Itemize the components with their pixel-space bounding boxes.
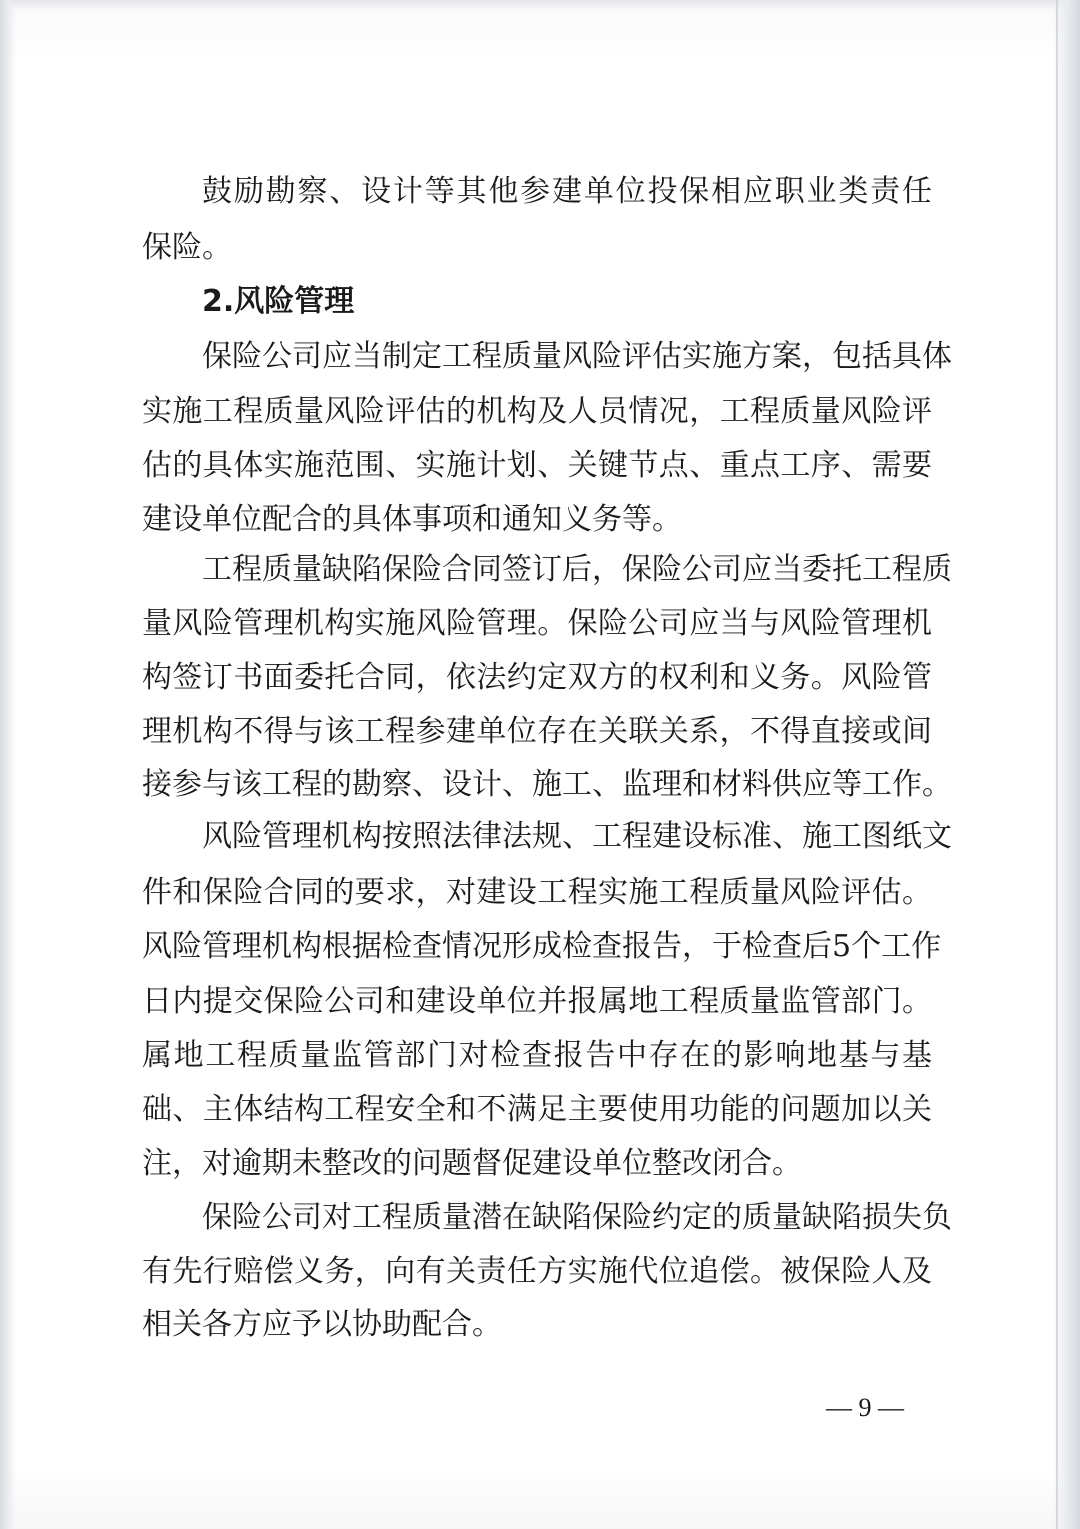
paragraph-4-line-2: 件和保险合同的要求，对建设工程实施工程质量风险评估。 xyxy=(142,875,932,910)
paragraph-3-line-1: 工程质量缺陷保险合同签订后，保险公司应当委托工程质 xyxy=(202,552,952,587)
paragraph-4-line-7: 注，对逾期未整改的问题督促建设单位整改闭合。 xyxy=(142,1146,802,1181)
paragraph-2-line-3: 估的具体实施范围、实施计划、关键节点、重点工序、需要 xyxy=(142,448,932,483)
page-number: — 9 — xyxy=(826,1393,904,1422)
paragraph-1-line-1: 鼓励勘察、设计等其他参建单位投保相应职业类责任 xyxy=(202,174,932,209)
paragraph-5-line-3: 相关各方应予以协助配合。 xyxy=(142,1307,502,1342)
paragraph-2-line-2: 实施工程质量风险评估的机构及人员情况，工程质量风险评 xyxy=(142,394,932,429)
paragraph-3-line-3: 构签订书面委托合同，依法约定双方的权利和义务。风险管 xyxy=(142,660,932,695)
paragraph-4-line-3: 风险管理机构根据检查情况形成检查报告，于检查后5个工作 xyxy=(142,929,942,964)
paragraph-1-line-2: 保险。 xyxy=(142,230,232,265)
paragraph-4-line-5: 属地工程质量监管部门对检查报告中存在的影响地基与基 xyxy=(142,1038,932,1073)
paragraph-5-line-1: 保险公司对工程质量潜在缺陷保险约定的质量缺陷损失负 xyxy=(202,1200,952,1235)
paragraph-5-line-2: 有先行赔偿义务，向有关责任方实施代位追偿。被保险人及 xyxy=(142,1254,932,1289)
paragraph-2-line-4: 建设单位配合的具体事项和通知义务等。 xyxy=(142,502,682,537)
paragraph-3-line-5: 接参与该工程的勘察、设计、施工、监理和材料供应等工作。 xyxy=(142,767,952,802)
paragraph-4-line-4: 日内提交保险公司和建设单位并报属地工程质量监管部门。 xyxy=(142,984,932,1019)
paragraph-2-line-1: 保险公司应当制定工程质量风险评估实施方案，包括具体 xyxy=(202,339,952,374)
section-heading: 2.风险管理 xyxy=(202,284,355,319)
scan-top-edge xyxy=(0,0,1080,10)
scan-left-edge xyxy=(0,0,16,1529)
paragraph-4-line-1: 风险管理机构按照法律法规、工程建设标准、施工图纸文 xyxy=(202,819,952,854)
paragraph-4-line-6: 础、主体结构工程安全和不满足主要使用功能的问题加以关 xyxy=(142,1092,932,1127)
paragraph-3-line-4: 理机构不得与该工程参建单位存在关联关系，不得直接或间 xyxy=(142,714,932,749)
paragraph-3-line-2: 量风险管理机构实施风险管理。保险公司应当与风险管理机 xyxy=(142,606,932,641)
paper-fold-line xyxy=(1056,0,1058,1529)
